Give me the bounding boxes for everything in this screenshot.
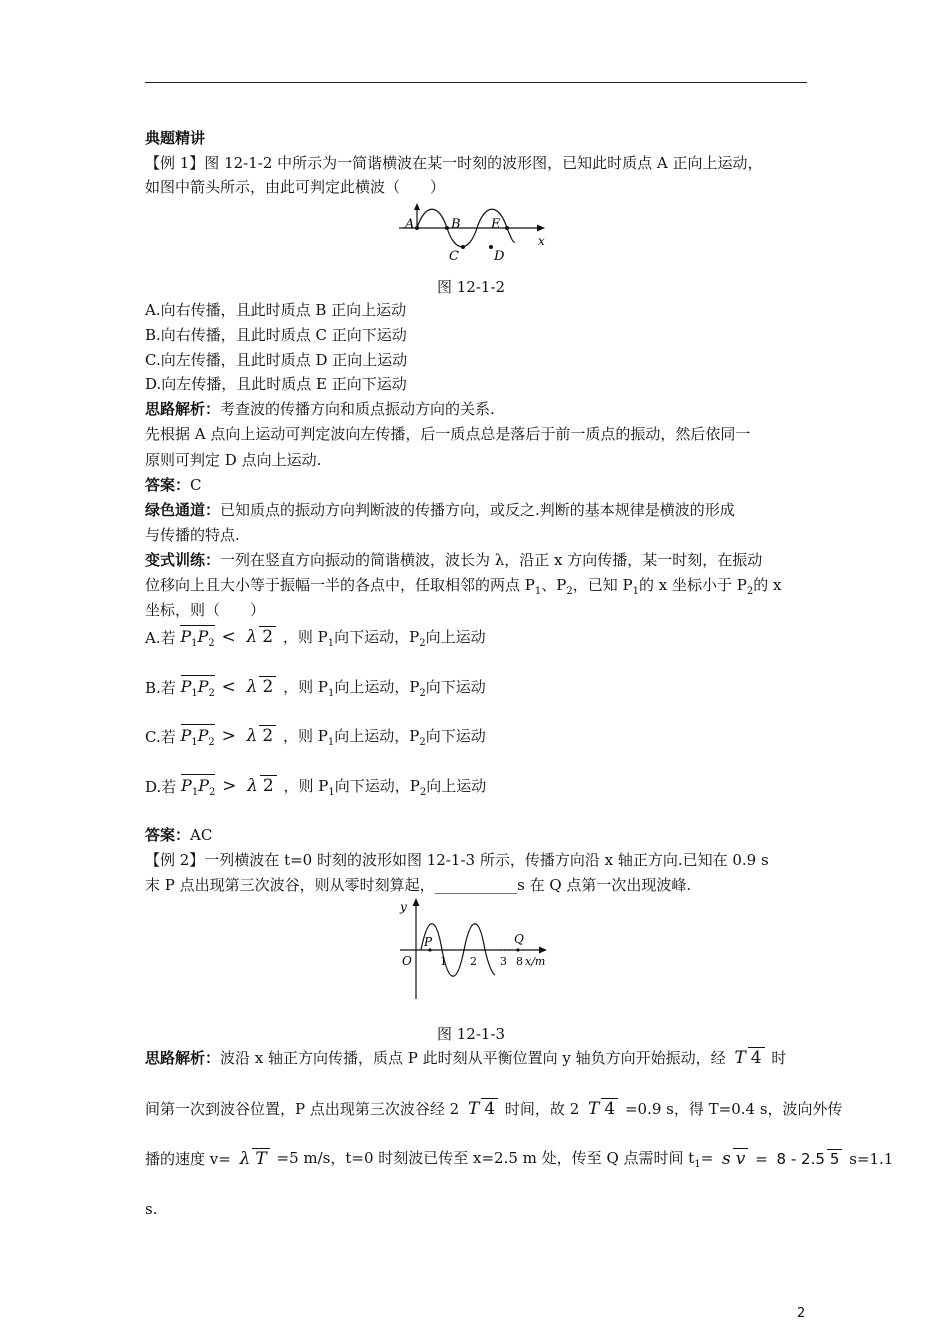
example1-analysis [145, 399, 495, 419]
example1-stem-line1: 【例 1】图 12-1-2 中所示为一简谐横波在某一时刻的波形图，已知此时质点 A 正向上运动， [145, 154, 763, 172]
text: 播的速度 v= [145, 1150, 231, 1168]
example1-analysis-line2: 先根据 A 点向上运动可判定波向左传播，后一质点总是落后于前一质点的振动，然后依同一 [145, 425, 751, 443]
answer-label: 答案： [145, 826, 191, 844]
variant-option-c: C.若 $P_1P_2 > \lambda$ 2 ，则 $P_1$向上运动，$P_2$向下运动 [145, 726, 486, 749]
tick-1: 1 [440, 955, 447, 968]
variant-line3: 坐标，则（ ） [145, 601, 266, 619]
x-axis-unit: x/m [525, 955, 546, 968]
sub: 1 [534, 586, 542, 597]
label-B: B [451, 217, 461, 232]
tick-8: 8 [516, 955, 523, 968]
analysis-text: 波沿 x 轴正方向传播，质点 P 此时刻从平衡位置向 y 轴负方向开始振动，经 [220, 1049, 726, 1067]
relation: > [221, 726, 236, 747]
answer-label: 答案： [145, 476, 191, 494]
page-number: 2 [797, 1306, 806, 1321]
lambda-over-2: λ 2 [245, 776, 277, 796]
variant-line2-e: 的 x [753, 576, 782, 594]
segment-p1p2: $P_1P_2$ [180, 677, 215, 700]
segment-p1p2: $P_1P_2$ [180, 627, 215, 650]
example2-analysis-line3 [145, 1147, 893, 1197]
lambda-over-2: λ 2 [245, 677, 277, 697]
green-channel [145, 500, 735, 520]
green-label: 绿色通道： [145, 501, 221, 519]
point-Q-label: Q [514, 932, 524, 946]
lambda-over-2: λ 2 [244, 627, 276, 647]
example1-stem-line2: 如图中箭头所示，由此可判定此横波（ ） [145, 178, 446, 196]
variant-option-d: D.若 $P_1P_2 > \lambda$ 2 ，则 $P_1$向下运动，$P_2$向上运动 [145, 776, 487, 799]
example1-option-b: B.向右传播，且此时质点 C 正向下运动 [145, 326, 407, 344]
example1-answer [145, 475, 202, 495]
point-P-label: P [424, 935, 433, 949]
variant-line2-d: 的 x 坐标小于 P [638, 576, 747, 594]
analysis-label: 思路解析： [145, 400, 221, 418]
option-prefix: A.若 [145, 628, 176, 647]
variant-option-a: A.若 $P_1P_2 < \lambda$ 2 ，则 $P_1$向下运动，$P_2$向上运动 [145, 627, 486, 650]
example2-line2: 末 P 点出现第三次波谷，则从零时刻算起，___________s 在 Q 点第一次出现波峰. [145, 876, 692, 894]
answer-value: C [190, 476, 202, 494]
header-rule [145, 82, 807, 83]
variant-text: 一列在竖直方向振动的简谐横波，波长为 λ，沿正 x 方向传播，某一时刻，在振动 [220, 551, 763, 569]
segment-p1p2: $P_1P_2$ [180, 726, 215, 749]
example1-option-a: A.向右传播，且此时质点 B 正向上运动 [145, 301, 407, 319]
distance-over-speed: 8 - 2.5 5 [775, 1149, 843, 1169]
figure-caption-12-1-2: 图 12-1-2 [437, 278, 506, 296]
text: 间第一次到波谷位置，P 点出现第三次波谷经 2 [145, 1100, 460, 1118]
variant-option-b: B.若 $P_1P_2 < \lambda$ 2 ，则 $P_1$向上运动，$P_2$向下运动 [145, 677, 486, 700]
option-prefix: B.若 [145, 678, 176, 697]
wave-figure-12-1-2 [395, 200, 555, 268]
sub: 1 [632, 586, 639, 597]
T-over-4: T 4 [466, 1099, 498, 1119]
text: = [755, 1149, 768, 1168]
wave-figure-12-1-3 [396, 895, 556, 1003]
text: 时间，故 2 [504, 1100, 580, 1118]
example2-analysis-line1 [145, 1047, 786, 1097]
variant-answer [145, 825, 212, 845]
variant-label: 变式训练： [145, 551, 221, 569]
green-text: 已知质点的振动方向判断波的传播方向，或反之.判断的基本规律是横波的形成 [220, 501, 735, 519]
example1-analysis-line3: 原则可判定 D 点向上运动. [145, 451, 322, 469]
variant-line2-c: ，已知 P [572, 576, 633, 594]
origin-label: O [402, 954, 412, 968]
example1-option-c: C.向左传播，且此时质点 D 正向上运动 [145, 351, 408, 369]
T-over-4: T 4 [732, 1048, 764, 1068]
text: 时 [771, 1049, 787, 1067]
T-over-4: T 4 [586, 1099, 618, 1119]
section-title: 典题精讲 [145, 129, 206, 147]
lambda-over-T: λ T [238, 1149, 270, 1169]
variant-line2-a: 位移向上且大小等于振幅一半的各点中，任取相邻的两点 P [145, 576, 535, 594]
text: =5 m/s，t=0 时刻波已传至 x=2.5 m 处，传至 Q 点需时间 $t_1=$ [276, 1149, 714, 1170]
text: =0.9 s，得 T=0.4 s，波向外传 [624, 1100, 843, 1118]
sub: 2 [566, 586, 573, 597]
analysis-text: 考查波的传播方向和质点振动方向的关系. [220, 400, 495, 418]
variant-line2 [145, 575, 781, 602]
relation: > [222, 776, 237, 797]
option-prefix: D.若 [145, 777, 177, 796]
variant-line2-b: 、P [541, 576, 567, 594]
example2-analysis-line4: s. [145, 1200, 158, 1218]
label-D: D [494, 249, 505, 264]
relation: < [221, 677, 236, 698]
tick-2: 2 [470, 955, 477, 968]
example2-line1: 【例 2】一列横波在 t=0 时刻的波形如图 12-1-3 所示，传播方向沿 x 轴正方向.已知在 0.9 s [145, 851, 769, 869]
option-prefix: C.若 [145, 727, 176, 746]
text: s=1.1 [849, 1149, 894, 1168]
example1-option-d: D.向左传播，且此时质点 E 正向下运动 [145, 375, 407, 393]
example2-analysis-line2 [145, 1098, 843, 1148]
lambda-over-2: λ 2 [245, 726, 277, 746]
label-E: E [491, 217, 501, 232]
s-over-v: s v [720, 1149, 748, 1169]
label-C: C [449, 249, 459, 264]
analysis-label: 思路解析： [145, 1049, 221, 1067]
figure-caption-12-1-3: 图 12-1-3 [437, 1025, 506, 1043]
answer-value: AC [190, 826, 213, 844]
axis-y-label: y [400, 900, 407, 914]
label-x: x [538, 234, 545, 248]
tick-3: 3 [500, 955, 507, 968]
sub: 2 [746, 586, 754, 597]
green-channel-line2: 与传播的特点. [145, 526, 240, 544]
relation: < [221, 627, 236, 648]
segment-p1p2: $P_1P_2$ [181, 776, 216, 799]
variant-line1 [145, 550, 762, 570]
label-A: A [405, 217, 415, 232]
